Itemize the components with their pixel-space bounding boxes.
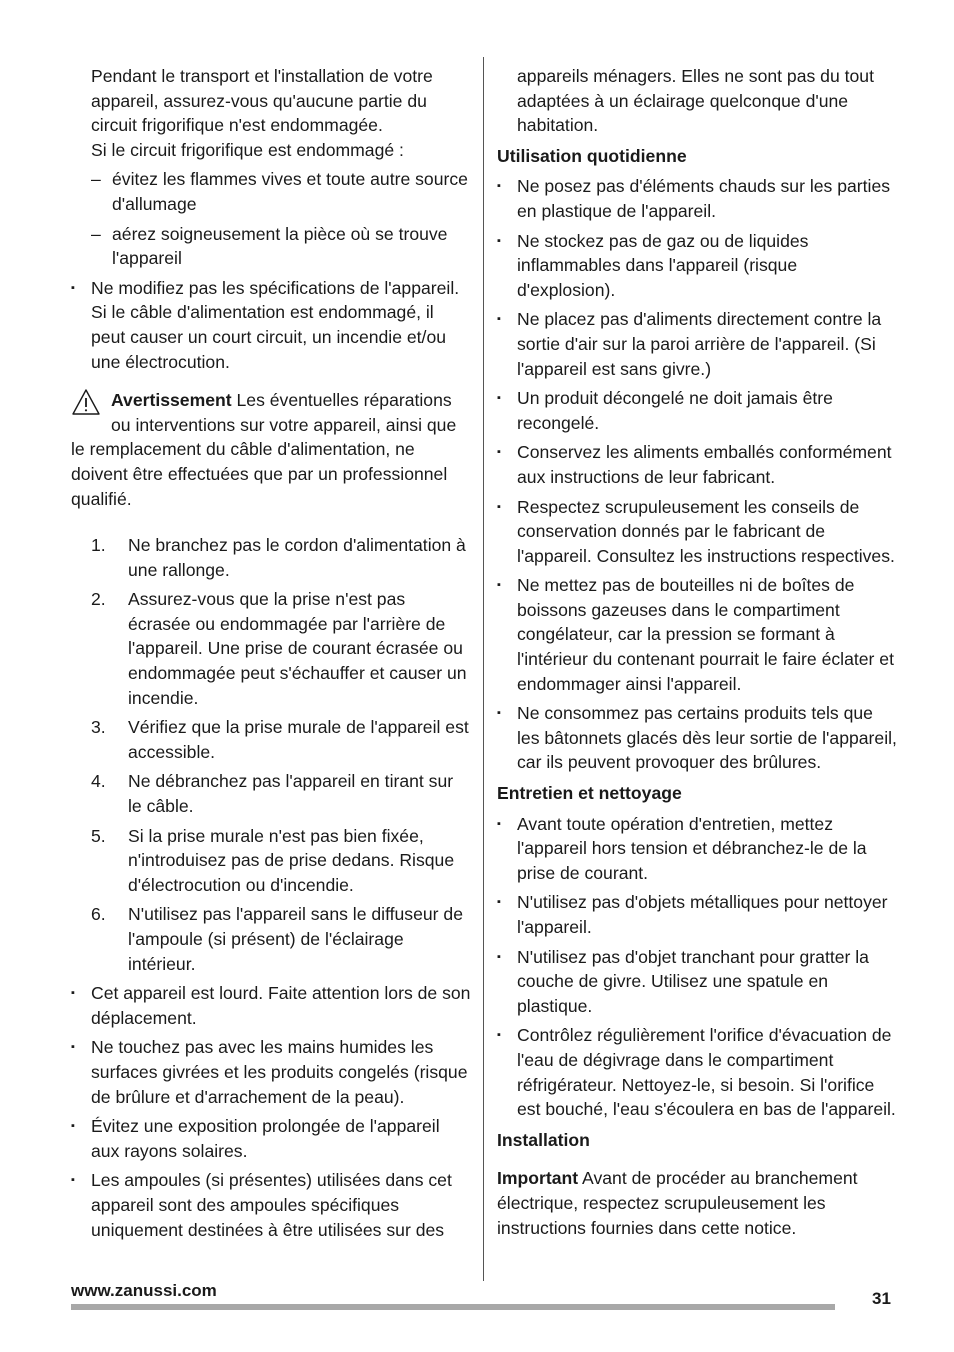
bullet-item: ▪ Ne placez pas d'aliments directement contre la sortie d'air sur la paroi arrière de l'appareil. (Si l'appareil est sans givre.) <box>497 307 899 381</box>
bullet-item: ▪ Avant toute opération d'entretien, mettez l'appareil hors tension et débranchez-le de la prise de courant. <box>497 812 899 886</box>
bullet-item: ▪ Contrôlez régulièrement l'orifice d'évacuation de l'eau de dégivrage dans le compartiment réfrigérateur. Nettoyez-le, si besoin. Si l'orifice est bouché, l'eau s'écoulera en bas de l'appareil. <box>497 1023 899 1121</box>
column-divider <box>483 57 484 1281</box>
warning-block <box>71 388 471 511</box>
section-heading-installation: Installation <box>497 1129 590 1150</box>
dash-text: évitez les flammes vives et toute autre source d'allumage <box>112 169 468 214</box>
warning-label: Avertissement <box>111 390 232 411</box>
numbered-item: 4. Ne débranchez pas l'appareil en tirant sur le câble. <box>91 771 454 817</box>
bullet-item: ▪ Ne mettez pas de bouteilles ni de boîtes de boissons gazeuses dans le compartiment congélateur, car la pression se formant à l'intérieur du contenant pourrait le faire éclater et endommager ainsi l'appareil. <box>497 573 899 696</box>
dash-item <box>71 222 471 271</box>
bullet-item: ▪ Ne stockez pas de gaz ou de liquides inflammables dans l'appareil (risque d'explosion). <box>497 229 899 303</box>
warning-text: Avertissement Les éventuelles réparations ou interventions sur votre appareil, ainsi que le remplacement du câble d'alimentation, ne doivent être effectuées que par un professionnel qualifié. <box>71 390 457 509</box>
important-paragraph: Important Avant de procéder au branchement électrique, respectez scrupuleusement les instructions fournies dans cette notice. <box>497 1168 858 1238</box>
numbered-item: 6. N'utilisez pas l'appareil sans le diffuseur de l'ampoule (si présent) de l'éclairage intérieur. <box>91 904 463 974</box>
intro-condition: Si le circuit frigorifique est endommagé : <box>91 139 404 160</box>
right-column <box>497 64 899 1240</box>
dash-text: aérez soigneusement la pièce où se trouve l'appareil <box>112 223 448 269</box>
bullet-item: ▪ Respectez scrupuleusement les conseils de conservation donnés par le fabricant de l'appareil. Consultez les instructions respectives. <box>497 495 899 569</box>
bullet-item: ▪ Ne posez pas d'éléments chauds sur les parties en plastique de l'appareil. <box>497 174 899 223</box>
page-number: 31 <box>872 1289 891 1308</box>
footer-bar <box>71 1304 835 1310</box>
bullet-item: ▪ Conservez les aliments emballés conformément aux instructions de leur fabricant. <box>497 440 899 489</box>
dash-marker: – <box>91 169 101 190</box>
warning-triangle-icon <box>71 388 101 416</box>
footer-url: www.zanussi.com <box>71 1281 217 1300</box>
intro-paragraph: Pendant le transport et l'installation de votre appareil, assurez-vous qu'aucune partie du circuit frigorifique n'est endommagée. <box>91 66 433 136</box>
intro-block <box>71 64 471 162</box>
dash-item <box>71 167 471 216</box>
left-column <box>71 64 471 1247</box>
bullet-item: ▪ Ne consommez pas certains produits tels que les bâtonnets glacés dès leur sortie de l'appareil, car ils peuvent provoquer des brûlures. <box>497 701 899 775</box>
bullet-item: ▪ Cet appareil est lourd. Faite attention lors de son déplacement. <box>71 981 471 1030</box>
section-heading-daily-use: Utilisation quotidienne <box>497 145 687 166</box>
bullet-item: ▪ Ne modifiez pas les spécifications de l'appareil. Si le câble d'alimentation est endommagé, il peut causer un court circuit, un incendie et/ou une électrocution. <box>71 276 471 374</box>
section-heading-cleaning: Entretien et nettoyage <box>497 783 682 804</box>
numbered-item: 1. Ne branchez pas le cordon d'alimentation à une rallonge. <box>91 535 466 580</box>
numbered-item: 3. Vérifiez que la prise murale de l'appareil est accessible. <box>91 717 469 762</box>
bullet-item: ▪ N'utilisez pas d'objets métalliques pour nettoyer l'appareil. <box>497 890 899 939</box>
bullet-item: ▪ N'utilisez pas d'objet tranchant pour gratter la couche de givre. Utilisez une spatule en plastique. <box>497 945 899 1019</box>
bullet-item: ▪ Évitez une exposition prolongée de l'appareil aux rayons solaires. <box>71 1114 471 1163</box>
bullet-item: ▪ Ne touchez pas avec les mains humides les surfaces givrées et les produits congelés (risque de brûlure et d'arrachement de la peau). <box>71 1035 471 1109</box>
numbered-item: 5. Si la prise murale n'est pas bien fixée, n'introduisez pas de prise dedans. Risque d'électrocution ou d'incendie. <box>91 825 455 895</box>
bullet-item: ▪ Les ampoules (si présentes) utilisées dans cet appareil sont des ampoules spécifiques uniquement destinées à être utilisées sur des <box>71 1168 471 1242</box>
important-label: Important <box>497 1168 579 1189</box>
continuation-paragraph: appareils ménagers. Elles ne sont pas du tout adaptées à un éclairage quelconque d'une habitation. <box>517 66 874 136</box>
bullet-item: ▪ Un produit décongelé ne doit jamais être recongelé. <box>497 386 899 435</box>
numbered-item: 2. Assurez-vous que la prise n'est pas écrasée ou endommagée par l'arrière de l'appareil. Une prise de courant écrasée ou endommagée peut s'échauffer et causer un incendie. <box>91 589 467 708</box>
dash-marker: – <box>91 223 101 244</box>
